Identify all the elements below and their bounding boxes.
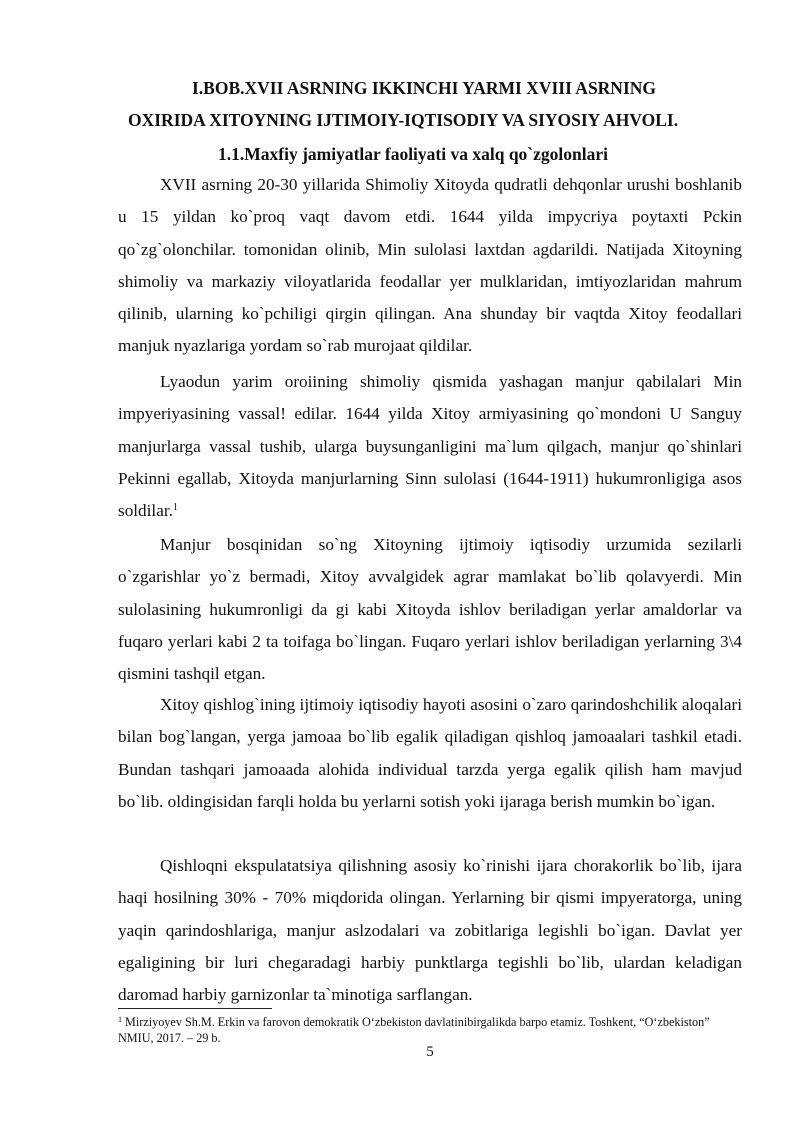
paragraph-4: Xitoy qishlog`ining ijtimoiy iqtisodiy hayoti asosini o`zaro qarindoshchilik aloqalari bilan bog`langan, yerga jamoaa bo`lib egalik qiladigan qishloq jamoaalari tashkil etadi. Bundan tashqari jamoaada alohida individual tarzda yerga egalik qilish ham mavjud bo`lib. oldingisidan farqli holda bu yerlarni sotish yoki ijaraga berish mumkin bo`igan. (118, 695, 742, 811)
page-number: 5 (426, 1044, 434, 1060)
paragraph-5: Qishloqni ekspulatatsiya qilishning asosiy ko`rinishi ijara chorakorlik bo`lib, ijara haqi hosilning 30% - 70% miqdorida olingan. Yerlarning bir qismi impyeratorga, uning yaqin qarindoshlariga, manjur aslzodalari va zobitlariga legishli bo`igan. Davlat yer egaligining bir luri chegaradagi harbiy punktlarga tegishli bo`lib, ulardan keladigan daromad harbiy garnizonlar ta`minotiga sarflangan. (118, 856, 742, 1005)
footnote-reference[interactable]: 1 (172, 502, 178, 514)
footnote-separator (118, 1008, 272, 1009)
paragraph-2-text: Lyaodun yarim oroiining shimoliy qismida yashagan manjur qabilalari Min impyeriyasining vassal! edilar. 1644 yilda Xitoy armiyasining qo`mondoni U Sanguy manjurlarga vassal tushib, ularga buysunganligini ma`lum qilgach, manjur qo`shinlari Pekinni egallab, Xitoyda manjurlarning Sinn sulolasi (1644-1911) hukumronligiga asos soldilar. (118, 372, 742, 521)
footnote-marker: 1 (118, 1015, 122, 1024)
footnote-text: Mirziyoyev Sh.M. Erkin va farovon demokratik O‘zbekiston davlatinibirgalikda barpo etamiz. Toshkent, “O‘zbekiston” NMIU, 2017. – 29 b. (118, 1015, 710, 1045)
chapter-title-line-1: I.BOB.XVII ASRNING IKKINCHI YARMI XVIII ASRNING (192, 78, 657, 98)
paragraph-2 (118, 366, 742, 527)
chapter-title-line-2: OXIRIDA XITOYNING IJTIMOIY-IQTISODIY VA SIYOSIY AHVOLI. (128, 110, 679, 130)
footnote (118, 1014, 738, 1046)
section-title: 1.1.Maxfiy jamiyatlar faoliyati va xalq qo`zgolonlari (218, 144, 608, 164)
paragraph-1: XVII asrning 20-30 yillarida Shimoliy Xitoyda qudratli dehqonlar urushi boshlanib u 15 yildan ko`proq vaqt davom etdi. 1644 yilda impycriya poytaxti Pckin qo`zg`olonchilar. tomonidan olinib, Min sulolasi laxtdan agdarildi. Natijada Xitoyning shimoliy va markaziy viloyatlarida feodallar yer mulklaridan, imtiyozlaridan mahrum qilinib, ularning ko`pchiligi qirgin qilingan. Ana shunday bir vaqtda Xitoy feodallari manjuk nyazlariga yordam so`rab murojaat qildilar. (118, 175, 742, 356)
paragraph-3: Manjur bosqinidan so`ng Xitoyning ijtimoiy iqtisodiy urzumida sezilarli o`zgarishlar yo`z bermadi, Xitoy avvalgidek agrar mamlakat bo`lib qolavyerdi. Min sulolasining hukumronligi da gi kabi Xitoyda ishlov beriladigan yerlar amaldorlar va fuqaro yerlari kabi 2 ta toifaga bo`lingan. Fuqaro yerlari ishlov beriladigan yerlarning 3\4 qismini tashqil etgan. (118, 535, 742, 684)
